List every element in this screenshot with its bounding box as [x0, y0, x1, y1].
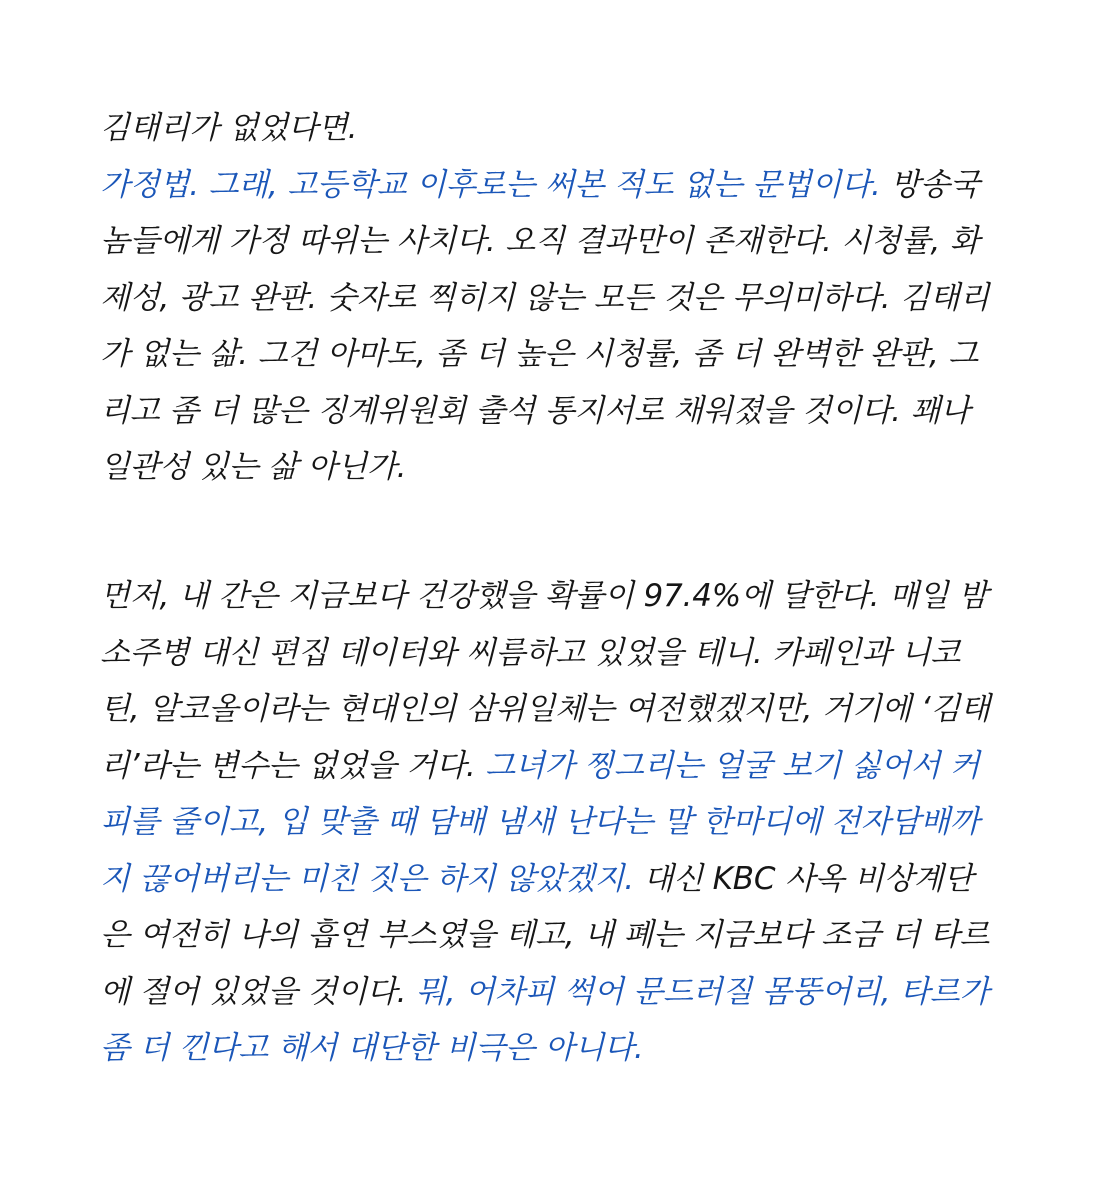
text-line [100, 270, 1040, 327]
highlighted-text: 지 끊어버리는 미친 짓은 하지 않았겠지. [100, 860, 634, 897]
body-text: 가 없는 삶. 그건 아마도, 좀 더 높은 시청률, 좀 더 완벽한 완판, 그 [100, 336, 979, 372]
body-text: 소주병 대신 편집 데이터와 씨름하고 있었을 테니. 카페인과 니코 [100, 634, 961, 671]
text-line [100, 568, 1040, 625]
text-line [100, 157, 1040, 214]
text-line [100, 964, 1040, 1021]
text-line [100, 681, 1040, 738]
body-text: 틴, 알코올이라는 현대인의 삼위일체는 여전했겠지만, 거기에 ‘김태 [100, 691, 991, 727]
text-line [100, 907, 1040, 964]
highlighted-text: 그녀가 찡그리는 얼굴 보기 싫어서 커 [475, 747, 980, 784]
text-line [100, 851, 1040, 908]
body-text: 김태리가 없었다면. [100, 110, 358, 146]
text-line [100, 439, 1040, 496]
highlighted-text: 뭐, 어차피 썩어 문드러질 몸뚱어리, 타르가 [406, 973, 990, 1010]
highlighted-text: 가정법. 그래, 고등학교 이후로는 써본 적도 없는 문법이다. [100, 166, 881, 203]
body-text: 은 여전히 나의 흡연 부스였을 테고, 내 폐는 지금보다 조금 더 타르 [100, 917, 990, 953]
body-text: 대신 KBC 사옥 비상계단 [633, 860, 974, 897]
body-text: 방송국 [880, 166, 980, 203]
text-line [100, 794, 1040, 851]
body-text: 놈들에게 가정 따위는 사치다. 오직 결과만이 존재한다. 시청률, 화 [100, 223, 980, 259]
body-text: 리’라는 변수는 없었을 거다. [100, 747, 476, 784]
body-text: 일관성 있는 삶 아닌가. [100, 449, 407, 485]
body-text: 리고 좀 더 많은 징계위원회 출석 통지서로 채워졌을 것이다. 꽤나 [100, 392, 970, 429]
body-text: 제성, 광고 완판. 숫자로 찍히지 않는 모든 것은 무의미하다. 김태리 [100, 279, 990, 316]
text-line [100, 1020, 1040, 1077]
highlighted-text: 피를 줄이고, 입 맞출 때 담배 냄새 난다는 말 한마디에 전자담배까 [100, 804, 980, 840]
text-line [100, 213, 1040, 270]
text-line [100, 383, 1040, 440]
text-line [100, 738, 1040, 795]
text-line [100, 625, 1040, 682]
text-line [100, 100, 1040, 157]
paragraph-2 [100, 568, 1040, 1077]
paragraph-1 [100, 100, 1040, 496]
text-line [100, 326, 1040, 383]
highlighted-text: 좀 더 낀다고 해서 대단한 비극은 아니다. [100, 1030, 644, 1066]
body-text: 에 절어 있었을 것이다. [100, 973, 407, 1010]
body-text: 먼저, 내 간은 지금보다 건강했을 확률이 97.4%에 달한다. 매일 밤 [100, 578, 988, 614]
